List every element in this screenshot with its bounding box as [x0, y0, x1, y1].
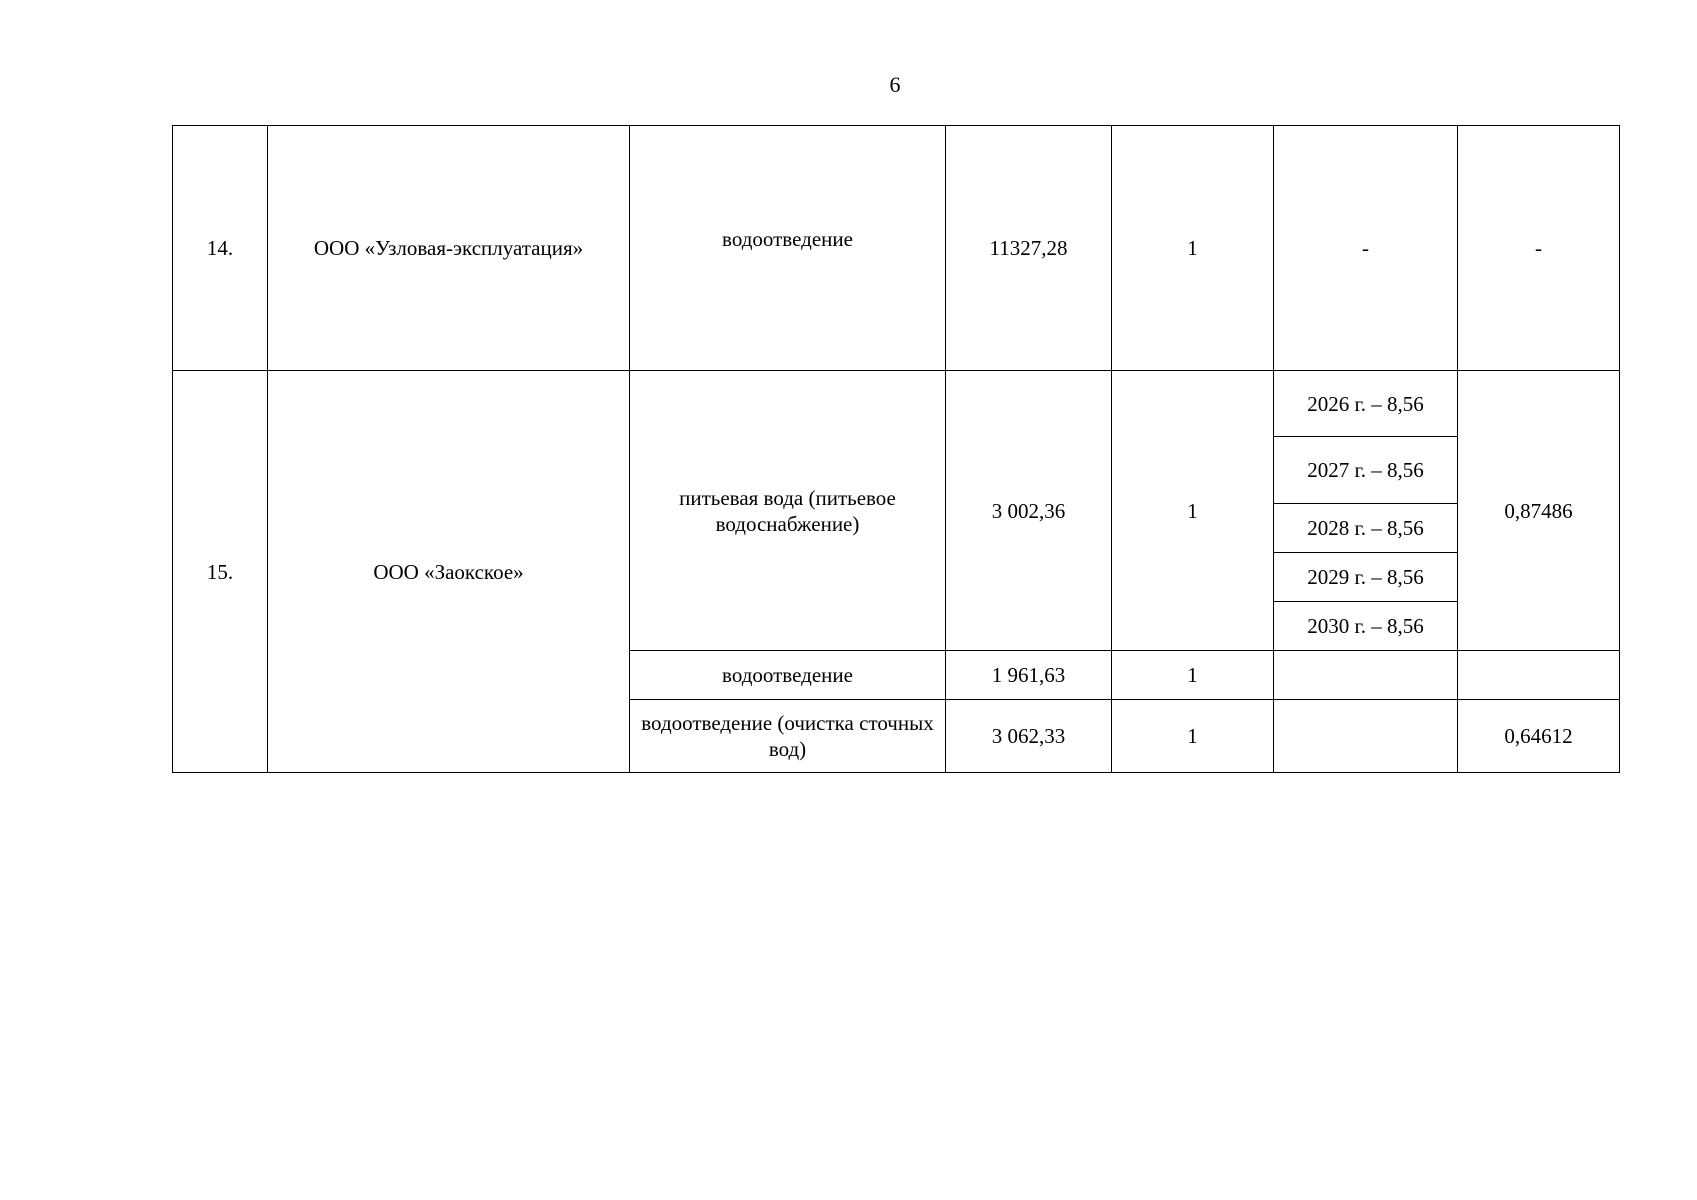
coefficient-value: -	[1458, 126, 1620, 371]
service-name: водоотведение	[630, 651, 946, 700]
row-number: 15.	[173, 371, 268, 773]
row-number: 14.	[173, 126, 268, 371]
year-value	[1274, 651, 1458, 700]
organization-name: ООО «Узловая-эксплуатация»	[268, 126, 630, 371]
year-value: 2027 г. – 8,56	[1274, 437, 1458, 504]
service-name-text: водоотведение	[722, 227, 853, 251]
year-value	[1274, 700, 1458, 773]
coefficient-value: 0,87486	[1458, 371, 1620, 651]
coefficient-value	[1458, 651, 1620, 700]
year-value: 2028 г. – 8,56	[1274, 504, 1458, 553]
year-value: 2030 г. – 8,56	[1274, 602, 1458, 651]
service-name: питьевая вода (питьевое водоснабжение)	[630, 371, 946, 651]
year-value: 2029 г. – 8,56	[1274, 553, 1458, 602]
service-name	[630, 126, 946, 371]
tariff-value: 11327,28	[946, 126, 1112, 371]
year-value: -	[1274, 126, 1458, 371]
page-number: 6	[889, 72, 901, 97]
tariff-value: 3 002,36	[946, 371, 1112, 651]
year-value: 2026 г. – 8,56	[1274, 371, 1458, 437]
organization-name: ООО «Заокское»	[268, 371, 630, 773]
service-name: водоотведение (очистка сточных вод)	[630, 700, 946, 773]
tariff-value: 3 062,33	[946, 700, 1112, 773]
index-value: 1	[1112, 126, 1274, 371]
index-value: 1	[1112, 371, 1274, 651]
tariff-value: 1 961,63	[946, 651, 1112, 700]
index-value: 1	[1112, 700, 1274, 773]
table-row	[173, 371, 1620, 437]
coefficient-value: 0,64612	[1458, 700, 1620, 773]
index-value: 1	[1112, 651, 1274, 700]
table-row	[173, 126, 1620, 371]
tariff-table	[172, 125, 1620, 773]
